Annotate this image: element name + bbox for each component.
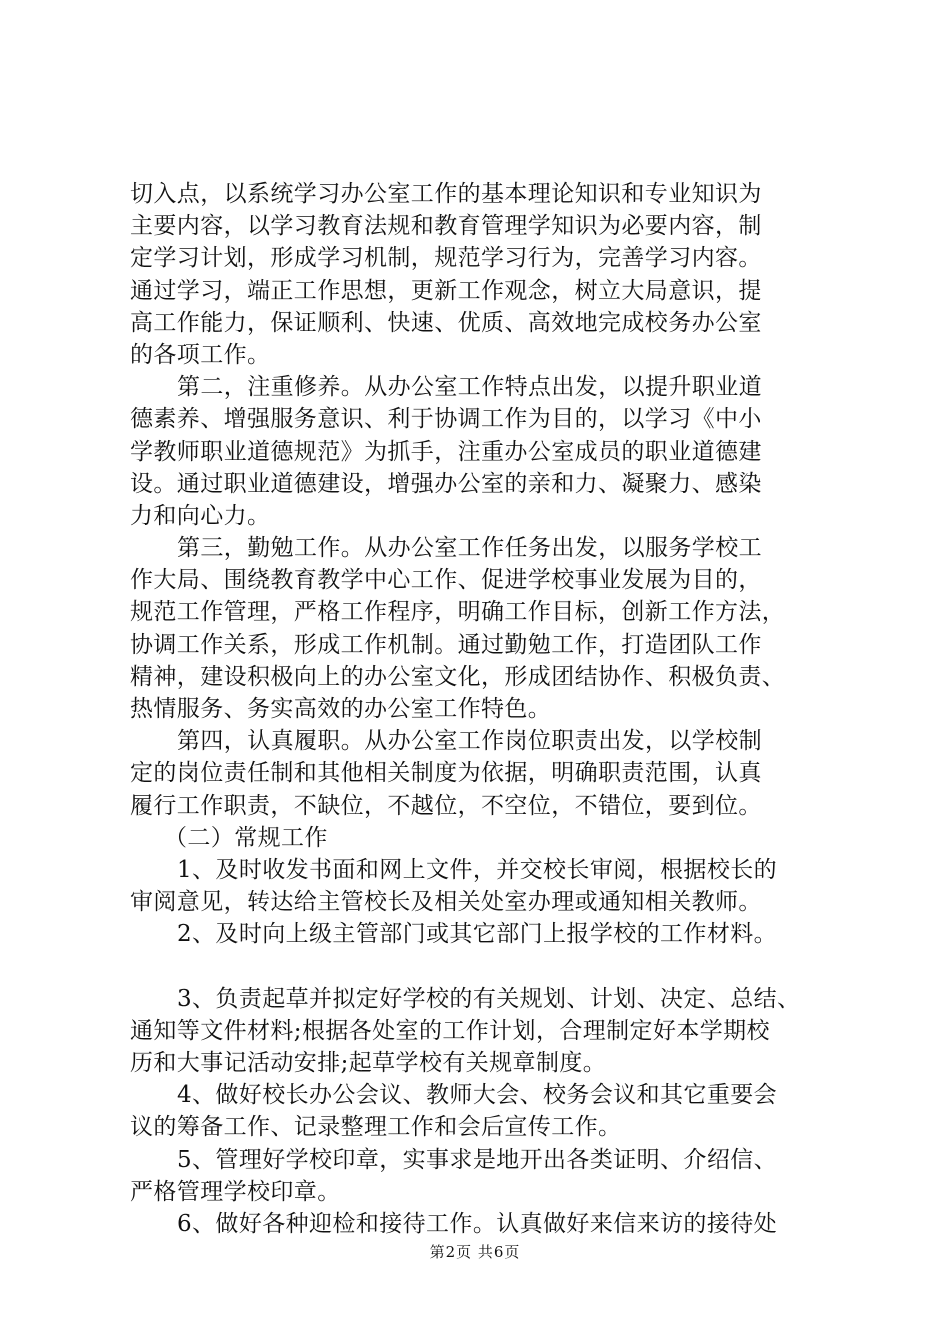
- paragraph-gap: [130, 951, 835, 983]
- text-line: 学教师职业道德规范》为抓手，注重办公室成员的职业道德建: [130, 438, 762, 465]
- text-line: 通过学习，端正工作思想，更新工作观念，树立大局意识，提: [130, 277, 762, 304]
- text-line: 履行工作职责，不缺位，不越位，不空位，不错位，要到位。: [130, 792, 762, 819]
- text-line: 作大局、围绕教育教学中心工作、促进学校事业发展为目的，: [130, 567, 762, 594]
- text-line: 协调工作关系，形成工作机制。通过勤勉工作，打造团队工作: [130, 631, 762, 658]
- text-line: 5、管理好学校印章，实事求是地开出各类证明、介绍信、: [177, 1146, 778, 1173]
- text-line: 力和向心力。: [130, 502, 271, 529]
- text-line: 切入点，以系统学习办公室工作的基本理论知识和专业知识为: [130, 181, 762, 207]
- text-line: 精神，建设积极向上的办公室文化，形成团结协作、积极负责、: [130, 663, 786, 690]
- text-line: 高工作能力，保证顺利、快速、优质、高效地完成校务办公室: [130, 309, 762, 336]
- text-line: 第二，注重修养。从办公室工作特点出发，以提升职业道: [177, 374, 762, 401]
- text-line: 审阅意见，转达给主管校长及相关处室办理或通知相关教师。: [130, 889, 762, 916]
- text-line: 设。通过职业道德建设，增强办公室的亲和力、凝聚力、感染: [130, 470, 762, 497]
- text-line: 6、做好各种迎检和接待工作。认真做好来信来访的接待处: [177, 1211, 778, 1237]
- text-line: 第四，认真履职。从办公室工作岗位职责出发，以学校制: [177, 728, 762, 755]
- text-line: 2、及时向上级主管部门或其它部门上报学校的工作材料。: [177, 921, 778, 948]
- page-footer: 第2页 共6页: [429, 1243, 521, 1261]
- text-line: 3、负责起草并拟定好学校的有关规划、计划、决定、总结、: [177, 985, 801, 1012]
- text-line: 规范工作管理，严格工作程序，明确工作目标，创新工作方法，: [130, 599, 786, 626]
- section-heading: （二）常规工作: [164, 824, 328, 851]
- text-line: 的各项工作。: [130, 341, 271, 368]
- text-line: 主要内容，以学习教育法规和教育管理学知识为必要内容，制: [130, 213, 762, 240]
- text-line: 严格管理学校印章。: [130, 1178, 341, 1205]
- document-body: [130, 178, 835, 1240]
- text-line: 1、及时收发书面和网上文件，并交校长审阅，根据校长的: [177, 856, 778, 883]
- text-line: 定的岗位责任制和其他相关制度为依据，明确职责范围，认真: [130, 760, 762, 787]
- text-line: 定学习计划，形成学习机制，规范学习行为，完善学习内容。: [130, 245, 762, 272]
- text-line: 4、做好校长办公会议、教师大会、校务会议和其它重要会: [177, 1082, 778, 1109]
- text-line: 第三，勤勉工作。从办公室工作任务出发，以服务学校工: [177, 535, 762, 562]
- text-line: 历和大事记活动安排;起草学校有关规章制度。: [130, 1050, 607, 1077]
- text-line: 热情服务、务实高效的办公室工作特色。: [130, 696, 552, 722]
- text-line: 德素养、增强服务意识、利于协调工作为目的，以学习《中小: [130, 406, 762, 433]
- text-line: 议的筹备工作、记录整理工作和会后宣传工作。: [130, 1114, 622, 1141]
- text-line: 通知等文件材料;根据各处室的工作计划，合理制定好本学期校: [130, 1017, 770, 1044]
